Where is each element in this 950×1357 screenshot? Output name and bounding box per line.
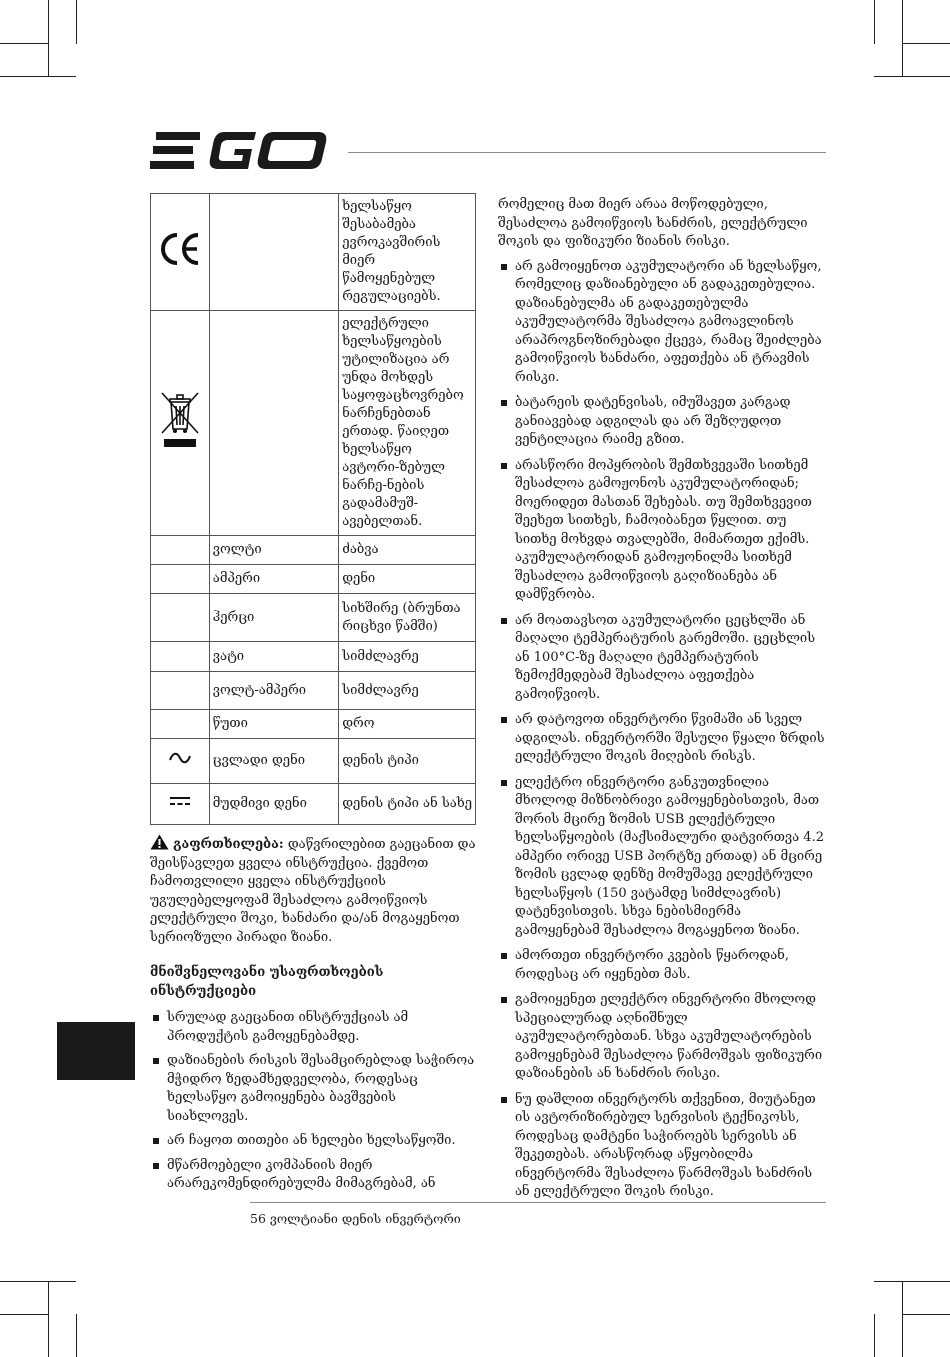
crop-mark <box>902 1314 950 1315</box>
crop-mark <box>874 1281 950 1282</box>
list-item: ბატარეის დატენვისას, იმუშავეთ კარგად განიავებად ადგილას და არ შეზღუდოთ ვენტილაცია რაიმე გზით. <box>498 394 828 450</box>
symbol-name-cell: ამპერი <box>209 565 338 594</box>
symbol-name-cell: მუდმივი დენი <box>209 784 338 825</box>
table-row <box>151 565 476 594</box>
warning-paragraph <box>150 834 476 947</box>
table-row <box>151 710 476 739</box>
language-tab-block <box>57 1022 135 1080</box>
list-item: ამორთეთ ინვერტორი კვების წყაროდან, როდესაც არ იყენებთ მას. <box>498 947 828 984</box>
list-item: ელექტრო ინვერტორი განკუთვნილია მხოლოდ მიზნობრივი გამოყენებისთვის, მათ შორის მცირე ზომის USB ელექტრული ხელსაწყოების (მაქსიმალური დატვირთვა 4.2 ამპერი ორივე USB პორტზე ერთად) ან მცირე ზომის ცვლად დენზე მომუშავე ელექტრული ხელსაწყოს (150 ვატამდე სიმძლავრის) დატენვისთვის. სხვა ნებისმიერმა გამოყენებამ შესაძლოა მოგაყენოთ ზიანი. <box>498 774 828 941</box>
symbol-desc-cell: ხელსაწყო შესაბამება ევროკავშირის მიერ წამოყენებულ რეგულაციებს. <box>339 194 476 311</box>
warning-text: დაწვრილებით გაეცანით და შეისწავლეთ ყველა ინსტრუქცია. ქვემოთ ჩამოთვლილი ყველა ინსტრუქციის უგულებელყოფამ შესაძლოა გამოიწვიოს ელექტრული შოკი, ხანძარი და/ან მოგაყენოთ სერიოზული პირადი ზიანი. <box>150 837 476 945</box>
table-row <box>151 784 476 825</box>
list-item: არ მოათავსოთ აკუმულატორი ცეცხლში ან მაღალი ტემპერატურის გარემოში. ცეცხლის ან 100°C-ზე მაღალი ტემპერატურის ზემოქმედებამ შესაძლოა აფეთქება გამოიწვიოს. <box>498 612 828 705</box>
crop-mark <box>76 1314 77 1357</box>
list-item: ნუ დაშლით ინვერტორს თქვენით, მიუტანეთ ის ავტორიზირებულ სერვისის ტექნიკოსს, როდესაც დამტენი საჭიროებს სერვისს ან შეკეთებას. არასწორად აწყობილმა ინვერტორმა შესაძლოა წარმოშვას ხანძრის ან ელექტრული შოკის რისკი. <box>498 1091 828 1202</box>
symbol-name-cell: ვატი <box>209 642 338 672</box>
symbol-cell <box>151 784 210 825</box>
section-title: მნიშვნელოვანი უსაფრთხოების ინსტრუქციები <box>150 965 384 999</box>
table-row <box>151 642 476 672</box>
symbol-name-cell: ვოლტი <box>209 536 338 565</box>
list-item: არ დატოვოთ ინვერტორი წვიმაში ან სველ ადგილას. ინვერტორში შესული წყალი ზრდის ელექტრული შოკის მიღების რისკს. <box>498 711 828 767</box>
crop-mark <box>0 1314 48 1315</box>
continuation-paragraph: რომელიც მათ მიერ არაა მოწოდებული, შესაძლოა გამოიწვიოს ხანძრის, ელექტრული შოკის და ფიზიკური ზიანის რისკი. <box>498 197 808 249</box>
symbol-desc-cell: ძაბვა <box>339 536 476 565</box>
list-item: სრულად გაეცანით ინსტრუქციას ამ პროდუქტის გამოყენებამდე. <box>150 1009 476 1046</box>
page-footer: 56 ვოლტიანი დენის ინვერტორი <box>250 1211 461 1226</box>
dc-symbol-icon <box>168 794 192 808</box>
symbol-cell <box>151 642 210 672</box>
symbol-name-cell: ცვლადი დენი <box>209 739 338 784</box>
list-item: მწარმოებელი კომპანიის მიერ არარეკომენდირებულმა მიმაგრებამ, ან <box>150 1157 476 1194</box>
table-row <box>151 311 476 536</box>
crop-mark <box>0 76 76 77</box>
symbol-cell <box>151 672 210 710</box>
symbol-cell <box>151 194 210 311</box>
symbol-desc-cell: დენი <box>339 565 476 594</box>
symbol-cell <box>151 536 210 565</box>
crop-mark <box>902 43 950 44</box>
left-column <box>150 834 476 1200</box>
symbol-cell <box>151 739 210 784</box>
weee-bin-icon <box>159 389 201 451</box>
header-rule <box>348 152 826 153</box>
ce-mark-icon <box>158 229 202 269</box>
symbol-desc-cell: დრო <box>339 710 476 739</box>
list-item: გამოიყენეთ ელექტრო ინვერტორი მხოლოდ სპეციალურად აღნიშნულ აკუმულატორებთან. სხვა აკუმულატორების გამოყენებამ შესაძლოა წარმოშვას ფიზიკური დაზიანების ან ხანძრის რისკი. <box>498 991 828 1084</box>
ac-wave-icon <box>168 751 192 765</box>
ego-logo <box>150 130 330 172</box>
footer-rule <box>250 1202 826 1203</box>
symbol-name-cell: ვოლტ-ამპერი <box>209 672 338 710</box>
warning-triangle-icon <box>150 834 169 850</box>
crop-mark <box>48 0 49 76</box>
crop-mark <box>874 76 950 77</box>
crop-mark <box>0 43 48 44</box>
table-row <box>151 536 476 565</box>
table-row <box>151 194 476 311</box>
list-item: არ გამოიყენოთ აკუმულატორი ან ხელსაწყო, რომელიც დაზიანებული ან გადაკეთებულია. დაზიანებულმა ან გადაკეთებულმა აკუმულატორმა შესაძლოა გამოავლინოს არაპროგნოზირებადი ქცევა, რამაც შეიძლება გამოიწვიოს ხანძარი, აფეთქება ან ტრავმის რისკი. <box>498 258 828 388</box>
table-row <box>151 672 476 710</box>
crop-mark <box>48 1281 49 1357</box>
symbol-cell <box>151 594 210 642</box>
table-row <box>151 739 476 784</box>
crop-mark <box>76 0 77 44</box>
symbol-name-cell <box>209 311 338 536</box>
list-item: არ ჩაყოთ თითები ან ხელები ხელსაწყოში. <box>150 1132 476 1151</box>
symbols-table <box>150 193 476 825</box>
symbol-cell <box>151 311 210 536</box>
symbol-desc-cell: სიმძლავრე <box>339 672 476 710</box>
symbol-desc-cell: ელექტრული ხელსაწყოების უტილიზაცია არ უნდა მოხდეს საყოფაცხოვრებო ნარჩენებთან ერთად. წაიღეთ ხელსაწყო ავტორი-ზებულ ნარჩე-ნების გადამამუშ-ავებელთან. <box>339 311 476 536</box>
symbol-desc-cell: დენის ტიპი ან სახე <box>339 784 476 825</box>
symbol-desc-cell: სიხშირე (ბრუნთა რიცხვი წამში) <box>339 594 476 642</box>
crop-mark <box>874 1314 875 1357</box>
crop-mark <box>0 1281 76 1282</box>
symbol-name-cell: წუთი <box>209 710 338 739</box>
symbol-cell <box>151 710 210 739</box>
list-item: არასწორი მოპყრობის შემთხვევაში სითხემ შესაძლოა გამოჟონოს აკუმულატორიდან; მოერიდეთ მასთან შეხებას. თუ შემთხვევით შეეხეთ სითხეს, ჩამოიბანეთ წყლით. თუ სითხე მოხვდა თვალებში, მიმართეთ ექიმს. აკუმულატორიდან გამოჟონილმა სითხემ შესაძლოა გამოიწვიოს გაღიზიანება ან დამწვრობა. <box>498 457 828 605</box>
crop-mark <box>902 1281 903 1357</box>
right-bullet-list <box>498 258 828 1202</box>
symbol-name-cell: ჰერცი <box>209 594 338 642</box>
symbol-cell <box>151 565 210 594</box>
list-item: დაზიანების რისკის შესამცირებლად საჭიროა მჭიდრო ზედამხედველობა, როდესაც ხელსაწყო გამოიყენება ბავშვების სიახლოვეს. <box>150 1052 476 1126</box>
right-column <box>498 196 828 1209</box>
warning-title: გაფრთხილება: <box>173 837 284 852</box>
symbol-name-cell <box>209 194 338 311</box>
left-bullet-list <box>150 1009 476 1194</box>
crop-mark <box>902 0 903 76</box>
crop-mark <box>874 0 875 44</box>
symbol-desc-cell: დენის ტიპი <box>339 739 476 784</box>
table-row <box>151 594 476 642</box>
symbol-desc-cell: სიმძლავრე <box>339 642 476 672</box>
